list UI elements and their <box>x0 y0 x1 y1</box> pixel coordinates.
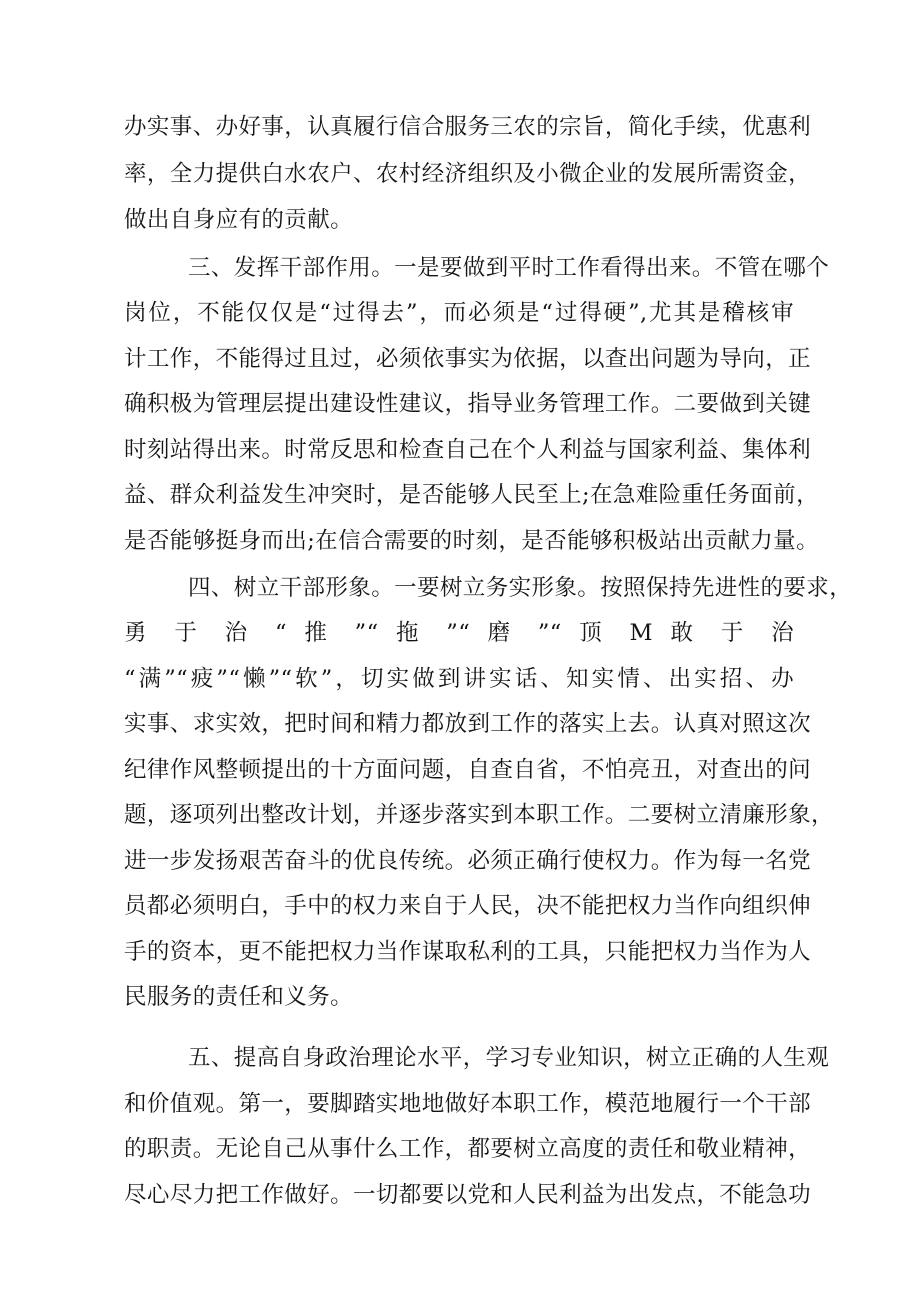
text-line: 确积极为管理层提出建设性建议，指导业务管理工作。二要做到关键 <box>124 391 812 417</box>
paragraph-start-line: 五、提高自身政治理论水平，学习专业知识，树立正确的人生观 <box>188 1045 830 1071</box>
text-line: 做出自身应有的贡献。 <box>124 207 354 233</box>
text-line: 勇 于 治 “ 推 ”“ 拖 ”“ 磨 ”“ 顶 M 敢 于 治 <box>124 620 794 646</box>
text-line: 的职责。无论自己从事什么工作，都要树立高度的责任和敬业精神， <box>124 1136 812 1162</box>
text-line: 手的资本，更不能把权力当作谋取私利的工具，只能把权力当作为人 <box>124 939 812 965</box>
text-line: 和价值观。第一，要脚踏实地地做好本职工作，模范地履行一个干部 <box>124 1091 812 1117</box>
paragraph-start-line: 三、发挥干部作用。一是要做到平时工作看得出来。不管在哪个 <box>188 255 830 281</box>
text-line: 时刻站得出来。时常反思和检查自己在个人利益与国家利益、集体利 <box>124 437 812 463</box>
text-line: “满”“疲”“懒”“软”，切实做到讲实话、知实情、出实招、办 <box>124 666 794 692</box>
text-line: 是否能够挺身而出;在信合需要的时刻，是否能够积极站出贡献力量。 <box>124 528 819 554</box>
paragraph-start-line: 四、树立干部形象。一要树立务实形象。按照保持先进性的要求， <box>188 575 853 601</box>
text-line: 实事、求实效，把时间和精力都放到工作的落实上去。认真对照这次 <box>124 711 812 737</box>
text-line: 民服务的责任和义务。 <box>124 984 354 1010</box>
text-line: 办实事、办好事，认真履行信合服务三农的宗旨，简化手续，优惠利 <box>124 114 812 140</box>
text-line: 率，全力提供白水农户、农村经济组织及小微企业的发展所需资金， <box>124 161 812 187</box>
text-line: 益、群众利益发生冲突时，是否能够人民至上;在急难险重任务面前， <box>124 482 819 508</box>
text-line: 尽心尽力把工作做好。一切都要以党和人民利益为出发点，不能急功 <box>124 1182 812 1208</box>
text-line: 员都必须明白，手中的权力来自于人民，决不能把权力当作向组织伸 <box>124 893 812 919</box>
text-line: 题，逐项列出整改计划，并逐步落实到本职工作。二要树立清廉形象， <box>124 802 834 828</box>
text-line: 进一步发扬艰苦奋斗的优良传统。必须正确行使权力。作为每一名党 <box>124 848 812 874</box>
text-line: 岗位，不能仅仅是“过得去”，而必须是“过得硬”,尤其是稽核审 <box>124 300 794 326</box>
text-line: 计工作，不能得过且过，必须依事实为依据，以查出问题为导向，正 <box>124 346 812 372</box>
text-line: 纪律作风整顿提出的十方面问题，自查自省，不怕亮丑，对查出的问 <box>124 757 812 783</box>
